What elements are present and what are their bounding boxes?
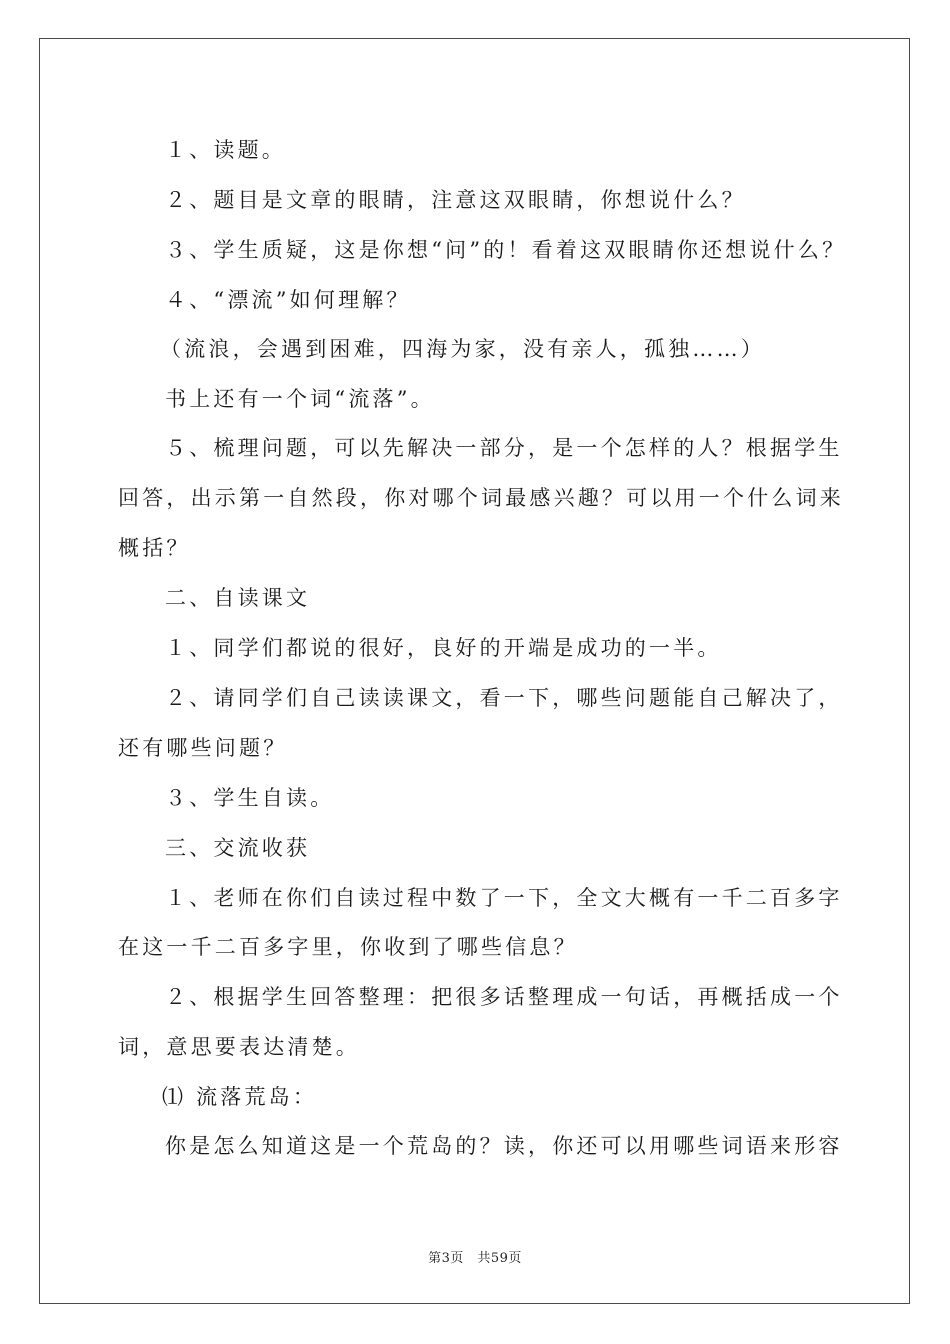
paragraph-line: ３、学生自读。	[165, 786, 335, 810]
paragraph-line: （流浪，会遇到困难，四海为家，没有亲人，孤独……）	[160, 337, 765, 361]
paragraph-line: ３、学生质疑，这是你想“问”的！看着这双眼睛你还想说什么？	[165, 238, 847, 262]
paragraph-line: ２、题目是文章的眼睛，注意这双眼睛，你想说什么？	[165, 188, 746, 212]
paragraph-line: ５、梳理问题，可以先解决一部分，是一个怎样的人？根据学生	[165, 436, 843, 460]
paragraph-line: ２、根据学生回答整理：把很多话整理成一句话，再概括成一个	[165, 985, 843, 1009]
paragraph-line: 书上还有一个词“流落”。	[165, 387, 435, 411]
paragraph-line: 回答，出示第一自然段，你对哪个词最感兴趣？可以用一个什么词来	[118, 486, 844, 510]
page-border	[39, 38, 910, 1304]
paragraph-line: １、老师在你们自读过程中数了一下，全文大概有一千二百多字	[165, 886, 843, 910]
paragraph-line: ２、请同学们自己读读课文，看一下，哪些问题能自己解决了，	[165, 686, 843, 710]
paragraph-line: 概括？	[118, 536, 191, 560]
paragraph-line: 你是怎么知道这是一个荒岛的？读，你还可以用哪些词语来形容	[165, 1134, 843, 1158]
paragraph-line: １、同学们都说的很好，良好的开端是成功的一半。	[165, 636, 722, 660]
page-number-footer: 第3页 共59页	[428, 1251, 522, 1266]
paragraph-line: ⑴ 流落荒岛：	[162, 1085, 318, 1109]
paragraph-line: 在这一千二百多字里，你收到了哪些信息？	[118, 935, 578, 959]
section-heading: 三、交流收获	[165, 836, 311, 860]
paragraph-line: １、读题。	[165, 138, 286, 162]
paragraph-line: 还有哪些问题？	[118, 736, 288, 760]
paragraph-line: ４、“漂流”如何理解？	[165, 288, 411, 312]
paragraph-line: 词，意思要表达清楚。	[118, 1035, 360, 1059]
section-heading: 二、自读课文	[165, 586, 311, 610]
